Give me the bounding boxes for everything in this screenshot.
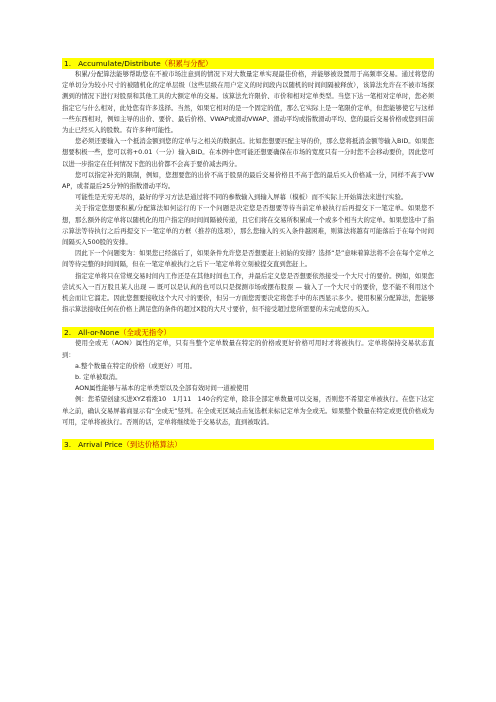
section-title: All-or-None — [78, 328, 120, 338]
document-page — [62, 58, 434, 450]
paragraph: 可能性是无穷无尽的，最好的学习方法是通过将不同的参数输入到输入屏幕（模板）而不实际上开始算法来进行实验。 — [75, 193, 408, 202]
section-subtitle: （全或无指令） — [119, 328, 171, 338]
section-title: Arrival Price — [78, 440, 123, 450]
section-number: 1. — [64, 59, 72, 68]
paragraph: 您可以指定补充的限制，例如，您想要您的出价不高于股票的最后交易价格且不高于您的最后买入价格减一分，同样不高于VWAP，或者最后25分钟的指数滑动平均。 — [62, 170, 434, 191]
paragraph: 指定定单将只在常规交易时间内工作还是在其他时间也工作，并最后定义您是否想要依然接受一个大尺寸的要价。例如，如果您尝试买入一百万股且某人出现 — 既可以是认真的也可以只是探测市场或摆布股票 — 输入了一个大尺寸的要价，您不能不利用这个机会而让它溜走。因此您想要接收这个大尺寸的要价，但另一方面您需要决定将您手中的东西显示多少。使用积累分配算法，您能够指示算法接收任何在价格上满足您的条件的超过X股的大尺寸要价，但不接受超过您所需要的未完成您的买入。 — [62, 271, 434, 314]
section-number: 3. — [64, 440, 72, 450]
list-item: a.整个数量在特定的价格（或更好）可用。 — [75, 361, 196, 370]
paragraph: 积累/分配算法能够帮助您在不被市场注意到的情况下对大数量定单实现最佳价格，并能够被设置用于高频率交易。通过将您的定单切分为较小尺寸的被随机化的定单层级（这些层级在用户定义的时间段内以随机的时间间隔被释放），该算法允许在不被市场探测到的情况下进行对股票和其他工具的大额定单的交易。该算法允许限价、市价和相对定单类型。当您下达一笔相对定单时，您必须指定它与什么相对，此处您有许多选择。当然，如果它相对的是一个固定的值，那么它实际上是一笔限价定单，但您能够使它与这样一些东西相对，例如主导的出价、要价、最后价格、VWAP或滑动VWAP、滑动平均或指数滑动平均、您的最后交易价格或您到目前为止已经买入的股数。有许多种可能性。 — [62, 70, 434, 135]
list-item: b. 定单被取消。 — [75, 373, 122, 382]
paragraph: AON属性能够与基本的定单类型以及全部有效时间一道被使用 — [75, 384, 249, 393]
paragraph: 因此下一个问题变为：如果您已经落后了，如果条件允许您是否想要赶上初始的安排？选择“是”意味着算法将不会在每个定单之间等待完整的时间间隔，但在一笔定单被执行之后下一笔定单将立刻被提交直到您赶上。 — [62, 249, 434, 269]
section-heading-1 — [62, 58, 434, 69]
section-subtitle: （到达价格算法） — [122, 440, 182, 450]
section-heading-3 — [62, 439, 434, 450]
section-subtitle: （积累与分配） — [160, 59, 213, 68]
paragraph: 例：您希望创建买进XYZ看涨10 1月11 140合约定单，除非全部定单数量可以交易，否则您不希望定单被执行。在您下达定单之前，确认交易屏幕商显示有“全或无”竖列。在全或无区域点击复选框来标记定单为全或无。如果整个数量在特定或更优价格成为可用，定单将被执行。否则的话，定单将继续处于交易状态，直到被取消。 — [62, 395, 434, 426]
paragraph: 关于指定您想要积累/分配算法如何运行的下一个问题是决定您是否想要等待当前定单被执行后再提交下一笔定单。如果您不想，那么额外的定单将以随机化的用户指定的时间间隔被传递，且它们将在交易所积累成一个或多个相当大的定单。如果您选中了指示算法等待执行之后再提交下一笔定单的方框（推荐的选项），那么您输入的买入条件越困难，则算法将越有可能落后于在每个时间间隔买入500股的安排。 — [62, 204, 434, 247]
section-number: 2. — [64, 328, 72, 338]
paragraph: 您必须还要输入一个抵消金额到您的定单与之相关的数据点。比如您想要匹配主导的价，那么您将抵消金额等输入BID。如果您想要积极一些，您可以将+0.01（一分）输入BID。在本例中您可能还想要确保在市场的宽度只有一分时您不会移动要价，因此您可以进一步指定在任何情况下您的出价都不会高于要价减去两分。 — [62, 137, 434, 168]
paragraph: 使用全或无（AON）属性的定单，只有当整个定单数量在特定的价格或更好价格可用时才将被执行。定单将保持交易状态直到： — [62, 339, 434, 359]
section-title: Accumulate/Distribute — [78, 59, 161, 68]
section-heading-2 — [62, 327, 434, 338]
